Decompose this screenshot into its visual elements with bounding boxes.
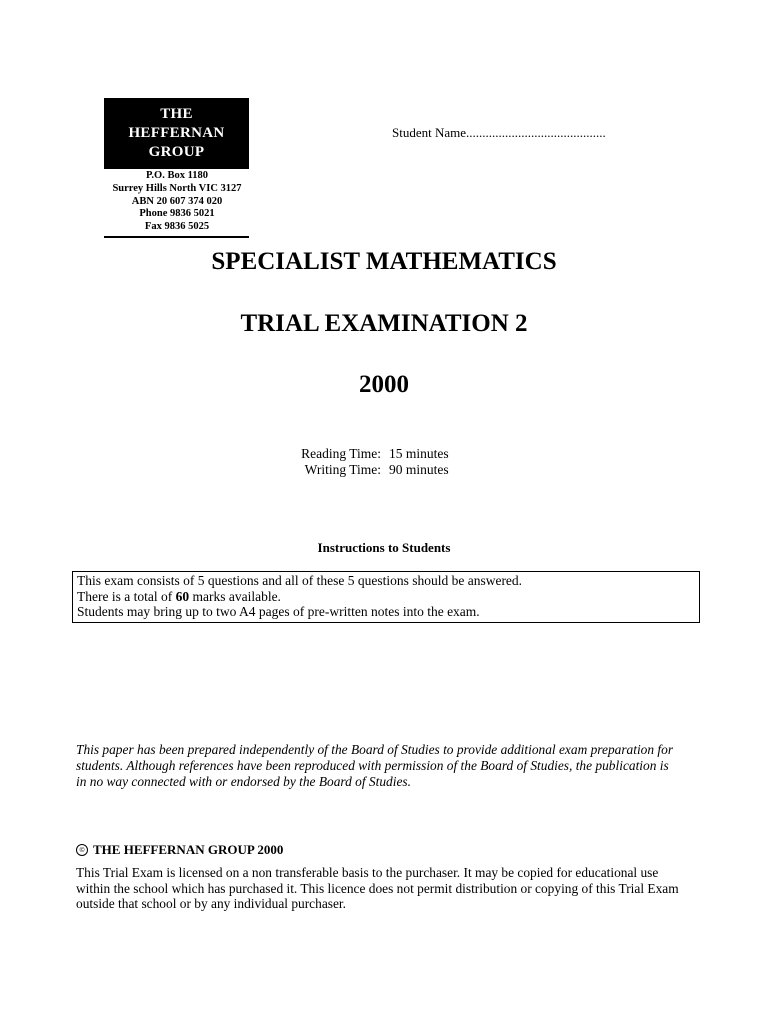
instruction-text: marks available. — [189, 588, 281, 604]
writing-time-label: Writing Time: — [304, 462, 381, 477]
instruction-line: Students may bring up to two A4 pages of pre-written notes into the exam. — [77, 604, 480, 620]
disclaimer: This paper has been prepared independently of the Board of Studies to provide additional exam preparation for students. Although references have been reproduced with permission of the Board of Studies, the publication is in no way connected with or endorsed by the Board of Studies. — [76, 742, 674, 789]
logo — [104, 98, 249, 169]
license-text: This Trial Exam is licensed on a non transferable basis to the purchaser. It may be copied for educational use within the school which has purchased it. This licence does not permit distribution or copying of this Trial Exam outside that school or by any individual purchaser. — [76, 865, 679, 912]
logo-line: GROUP — [148, 144, 205, 160]
exam-times — [270, 446, 498, 478]
exam-title: TRIAL EXAMINATION 2 — [240, 310, 528, 337]
writing-time-row — [270, 462, 498, 478]
instruction-line — [77, 589, 695, 605]
exam-year: 2000 — [359, 371, 409, 398]
writing-time-value: 90 minutes — [389, 462, 449, 477]
address-line: P.O. Box 1180 — [145, 170, 209, 181]
total-marks: 60 — [175, 588, 190, 604]
instructions-box — [72, 571, 700, 623]
copyright-icon: © — [76, 844, 88, 856]
instructions-heading: Instructions to Students — [317, 540, 451, 555]
address-line: Fax 9836 5025 — [144, 221, 210, 233]
address-line: ABN 20 607 374 020 — [131, 195, 223, 207]
reading-time-label: Reading Time: — [301, 446, 381, 461]
copyright-heading — [76, 842, 283, 858]
logo-line: THE — [160, 106, 193, 122]
logo-divider — [104, 236, 249, 238]
address-line: Surrey Hills North VIC 3127 — [112, 182, 242, 194]
instruction-text: There is a total of — [77, 588, 176, 604]
subject-title: SPECIALIST MATHEMATICS — [211, 248, 557, 275]
copyright-title: THE HEFFERNAN GROUP 2000 — [93, 842, 284, 857]
publisher-address — [100, 170, 254, 234]
student-name-field[interactable]: Student Name........................................... — [392, 125, 606, 140]
instruction-line: This exam consists of 5 questions and all of these 5 questions should be answered. — [77, 573, 523, 588]
reading-time-value: 15 minutes — [389, 446, 449, 461]
logo-line: HEFFERNAN — [128, 125, 225, 141]
address-line: Phone 9836 5021 — [139, 208, 215, 220]
reading-time-row — [270, 446, 498, 462]
